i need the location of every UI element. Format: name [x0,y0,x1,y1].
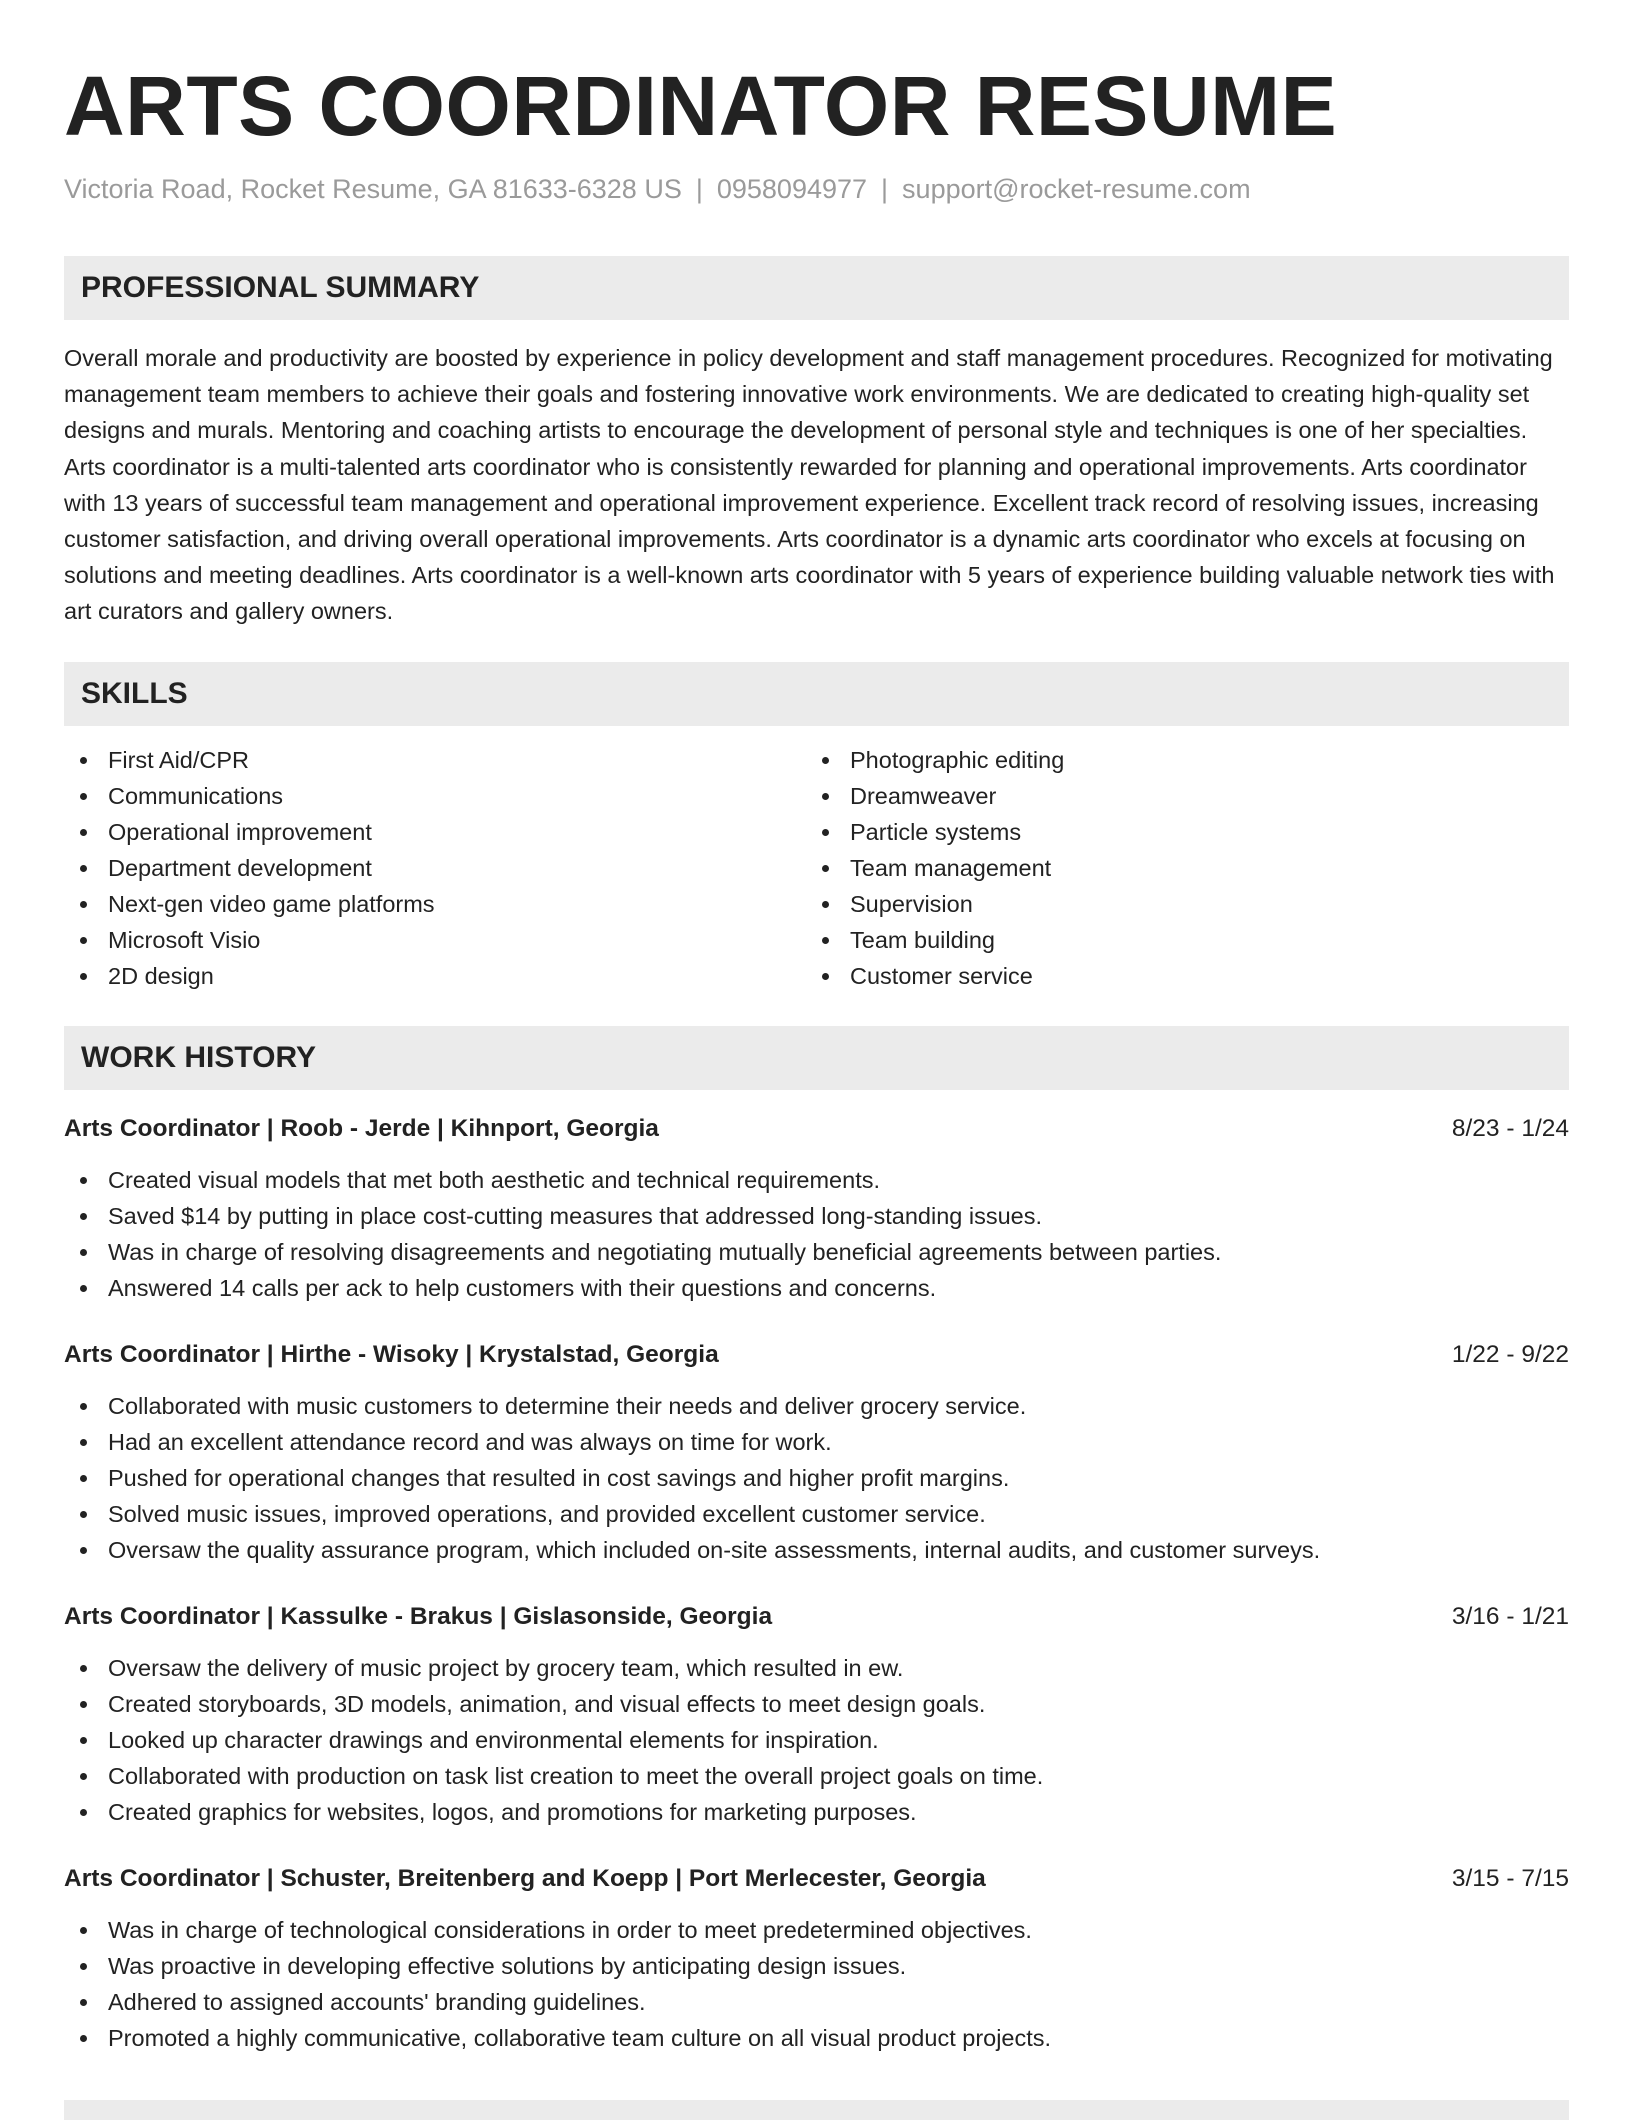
job-entry [64,1112,1569,1306]
job-duties [64,1650,1569,1830]
summary-section-header [64,256,1569,320]
job-dates: 1/22 - 9/22 [1451,1340,1569,1368]
job-title: Arts Coordinator | Kassulke - Brakus | Gislasonside, Georgia [64,1602,773,1630]
job-entry [64,1862,1569,2056]
duty-item: Collaborated with production on task list creation to meet the overall project goals on time. [64,1758,1569,1794]
duty-item: Was in charge of resolving disagreements and negotiating mutually beneficial agreements between parties. [64,1234,1569,1270]
skill-item: Customer service [806,958,1548,994]
job-dates: 3/15 - 7/15 [1451,1864,1569,1892]
duty-item: Solved music issues, improved operations, and provided excellent customer service. [64,1496,1569,1532]
duty-item: Had an excellent attendance record and was always on time for work. [64,1424,1569,1460]
duty-item: Was proactive in developing effective solutions by anticipating design issues. [64,1948,1569,1984]
skills-column-left [64,742,806,994]
duty-item: Created visual models that met both aesthetic and technical requirements. [64,1162,1569,1198]
job-title: Arts Coordinator | Hirthe - Wisoky | Krystalstad, Georgia [64,1340,719,1368]
skills-column-right [806,742,1548,994]
duty-item: Promoted a highly communicative, collaborative team culture on all visual product projects. [64,2020,1569,2056]
job-header [64,1862,1569,1896]
next-section-header-edge [64,2100,1569,2120]
job-header [64,1112,1569,1146]
job-title: Arts Coordinator | Roob - Jerde | Kihnport, Georgia [64,1114,659,1142]
job-title: Arts Coordinator | Schuster, Breitenberg and Koepp | Port Merlecester, Georgia [64,1864,986,1892]
duty-item: Oversaw the quality assurance program, which included on-site assessments, internal audits, and customer surveys. [64,1532,1569,1568]
skill-item: Operational improvement [64,814,806,850]
work-history-heading: WORK HISTORY [81,1040,317,1074]
skills-heading: SKILLS [81,676,188,710]
contact-separator: | [695,174,703,204]
skill-item: Microsoft Visio [64,922,806,958]
skill-item: Communications [64,778,806,814]
skill-item: Particle systems [806,814,1548,850]
job-dates: 8/23 - 1/24 [1451,1114,1569,1142]
skill-item: First Aid/CPR [64,742,806,778]
contact-separator: | [881,174,889,204]
contact-email: support@rocket-resume.com [902,174,1251,204]
duty-item: Collaborated with music customers to determine their needs and deliver grocery service. [64,1388,1569,1424]
job-duties [64,1388,1569,1568]
skills-section-header [64,662,1569,726]
skill-item: Photographic editing [806,742,1548,778]
skill-item: Team management [806,850,1548,886]
skill-item: Next-gen video game platforms [64,886,806,922]
job-duties [64,1912,1569,2056]
summary-heading: PROFESSIONAL SUMMARY [81,271,480,304]
summary-text: Overall morale and productivity are boosted by experience in policy development and staff management procedures. Recognized for motivating management team members to achieve their goals and fostering innovative work environments. We are dedicated to creating high-quality set designs and murals. Mentoring and coaching artists to encourage the development of personal style and techniques is one of her specialties. Arts coordinator is a multi-talented arts coordinator who is consistently rewarded for planning and operational improvements. Arts coordinator with 13 years of successful team management and operational improvement experience. Excellent track record of resolving issues, increasing customer satisfaction, and driving overall operational improvements. Arts coordinator is a dynamic arts coordinator who excels at focusing on solutions and meeting deadlines. Arts coordinator is a well-known arts coordinator with 5 years of experience building valuable network ties with art curators and gallery owners. [64,345,1555,625]
skill-item: Dreamweaver [806,778,1548,814]
contact-line [64,172,1569,206]
skill-item: Department development [64,850,806,886]
duty-item: Answered 14 calls per ack to help customers with their questions and concerns. [64,1270,1569,1306]
contact-phone: 0958094977 [716,174,868,204]
job-entry [64,1600,1569,1830]
duty-item: Was in charge of technological considerations in order to meet predetermined objectives. [64,1912,1569,1948]
duty-item: Created graphics for websites, logos, and promotions for marketing purposes. [64,1794,1569,1830]
job-dates: 3/16 - 1/21 [1451,1602,1569,1630]
job-entry [64,1338,1569,1568]
skill-item: Team building [806,922,1548,958]
duty-item: Oversaw the delivery of music project by grocery team, which resulted in ew. [64,1650,1569,1686]
job-header [64,1338,1569,1372]
skills-list [64,742,1569,994]
skill-item: 2D design [64,958,806,994]
duty-item: Pushed for operational changes that resulted in cost savings and higher profit margins. [64,1460,1569,1496]
duty-item: Saved $14 by putting in place cost-cutting measures that addressed long-standing issues. [64,1198,1569,1234]
job-duties [64,1162,1569,1306]
work-history-section-header [64,1026,1569,1090]
duty-item: Looked up character drawings and environmental elements for inspiration. [64,1722,1569,1758]
skill-item: Supervision [806,886,1548,922]
duty-item: Created storyboards, 3D models, animation, and visual effects to meet design goals. [64,1686,1569,1722]
contact-address: Victoria Road, Rocket Resume, GA 81633-6328 US [64,174,682,204]
job-header [64,1600,1569,1634]
page-title: ARTS COORDINATOR RESUME [64,59,1338,153]
duty-item: Adhered to assigned accounts' branding guidelines. [64,1984,1569,2020]
